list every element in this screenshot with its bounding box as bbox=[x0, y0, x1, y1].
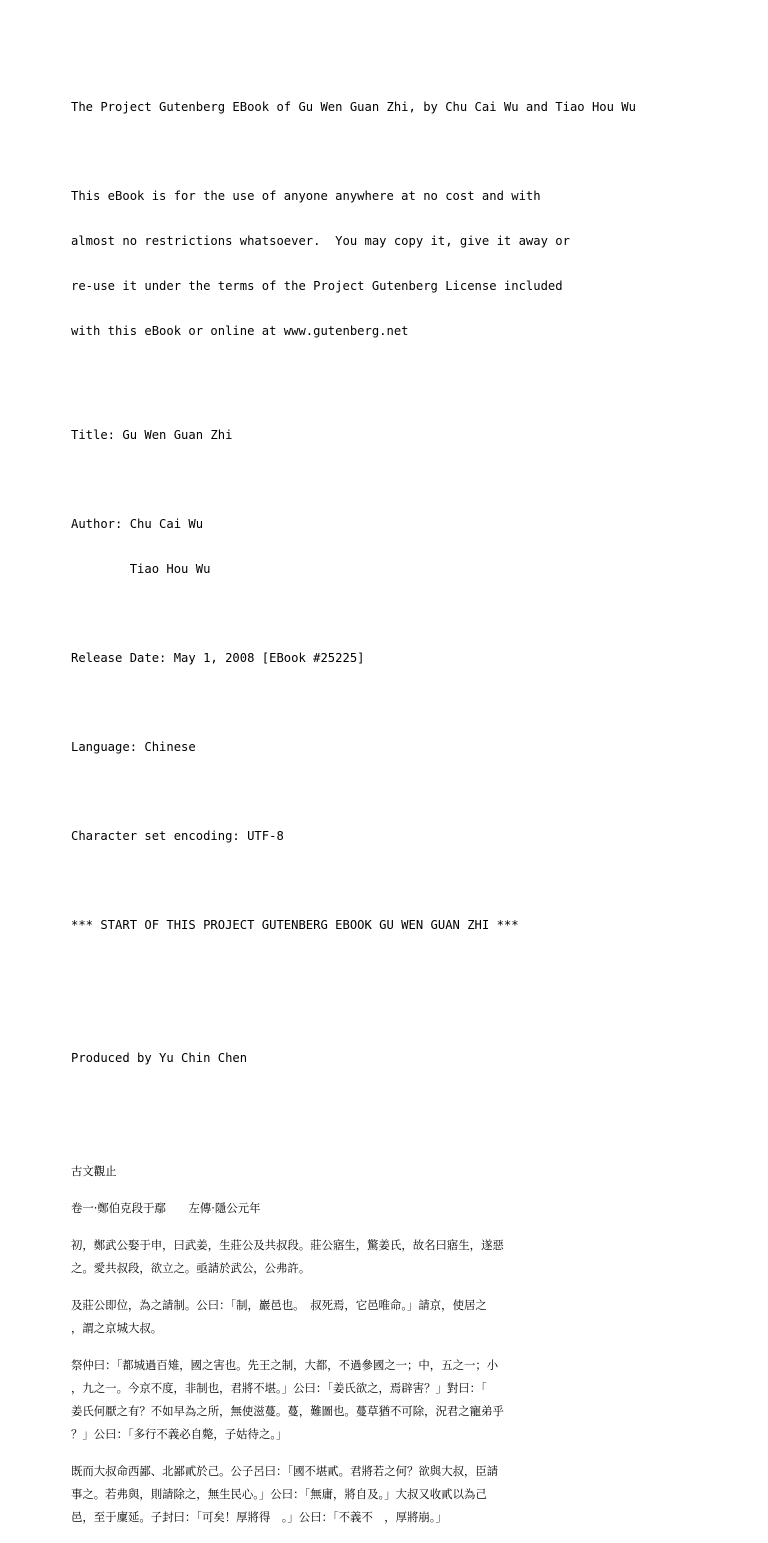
release-date-line: Release Date: May 1, 2008 [EBook #25225] bbox=[71, 651, 365, 665]
license-line: This eBook is for the use of anyone anywhere at no cost and with bbox=[71, 189, 541, 203]
author-line: Author: Chu Cai Wu bbox=[71, 517, 204, 531]
gutenberg-header bbox=[71, 70, 711, 1096]
encoding-line: Character set encoding: UTF-8 bbox=[71, 829, 284, 843]
paragraph-line: 姜氏何厭之有？不如早為之所，無使滋蔓。蔓，難圖也。蔓草猶不可除，況君之寵弟乎 bbox=[71, 1404, 504, 1418]
spacer bbox=[71, 369, 711, 398]
chapter-heading: 卷一·鄭伯克段于鄢 左傳·隱公元年 bbox=[71, 1201, 261, 1215]
book-body bbox=[71, 1160, 711, 1529]
language-line: Language: Chinese bbox=[71, 740, 196, 754]
license-line: almost no restrictions whatsoever. You may copy it, give it away or bbox=[71, 234, 570, 248]
spacer bbox=[71, 145, 711, 159]
paragraph-line: ，九之一。今京不度，非制也，君將不堪。」公曰：「姜氏欲之，焉辟害？」對曰：「 bbox=[71, 1381, 487, 1395]
paragraph-line: 邑，至于廩延。子封曰：「可矣！厚將得 。」公曰：「不義不 ，厚將崩。」 bbox=[71, 1510, 447, 1524]
spacer bbox=[71, 963, 711, 1021]
spacer bbox=[71, 874, 711, 888]
paragraph bbox=[71, 1460, 711, 1529]
paragraph-line: 及莊公即位，為之請制。公曰：「制，巖邑也。 叔死焉，它邑唯命。」請京，使居之 bbox=[71, 1298, 487, 1312]
paragraph-line: 之。愛共叔段，欲立之。亟請於武公，公弗許。 bbox=[71, 1261, 311, 1275]
book-title: 古文觀止 bbox=[71, 1164, 117, 1178]
author-line: Tiao Hou Wu bbox=[71, 562, 211, 576]
spacer bbox=[71, 785, 711, 799]
paragraph-line: 事之。若弗與，則請除之，無生民心。」公曰：「無庸，將自及。」大叔又收貳以為己 bbox=[71, 1487, 487, 1501]
title-line: Title: Gu Wen Guan Zhi bbox=[71, 428, 233, 442]
paragraph bbox=[71, 1234, 711, 1280]
paragraph-line: 既而大叔命西鄙、北鄙貳於己。公子呂曰：「國不堪貳。君將若之何？欲與大叔，臣請 bbox=[71, 1464, 499, 1478]
license-line: with this eBook or online at www.gutenberg.net bbox=[71, 324, 409, 338]
header-line: The Project Gutenberg EBook of Gu Wen Guan Zhi, by Chu Cai Wu and Tiao Hou Wu bbox=[71, 100, 636, 114]
document-content bbox=[71, 70, 711, 1543]
spacer bbox=[71, 696, 711, 710]
spacer bbox=[71, 473, 711, 487]
paragraph bbox=[71, 1294, 711, 1340]
paragraph-line: ？」公曰：「多行不義必自斃，子姑待之。」 bbox=[71, 1427, 288, 1441]
paragraph bbox=[71, 1354, 711, 1446]
paragraph-line: 祭仲曰：「都城過百雉，國之害也。先王之制，大都，不過參國之一；中，五之一；小 bbox=[71, 1358, 499, 1372]
spacer bbox=[71, 607, 711, 621]
start-marker-line: *** START OF THIS PROJECT GUTENBERG EBOOK GU WEN GUAN ZHI *** bbox=[71, 918, 519, 932]
paragraph-line: 初，鄭武公娶于申，曰武姜，生莊公及共叔段。莊公寤生，驚姜氏，故名曰寤生，遂惡 bbox=[71, 1238, 504, 1252]
license-line: re-use it under the terms of the Project Gutenberg License included bbox=[71, 279, 563, 293]
paragraph-line: ，謂之京城大叔。 bbox=[71, 1321, 163, 1335]
produced-by-line: Produced by Yu Chin Chen bbox=[71, 1051, 248, 1065]
